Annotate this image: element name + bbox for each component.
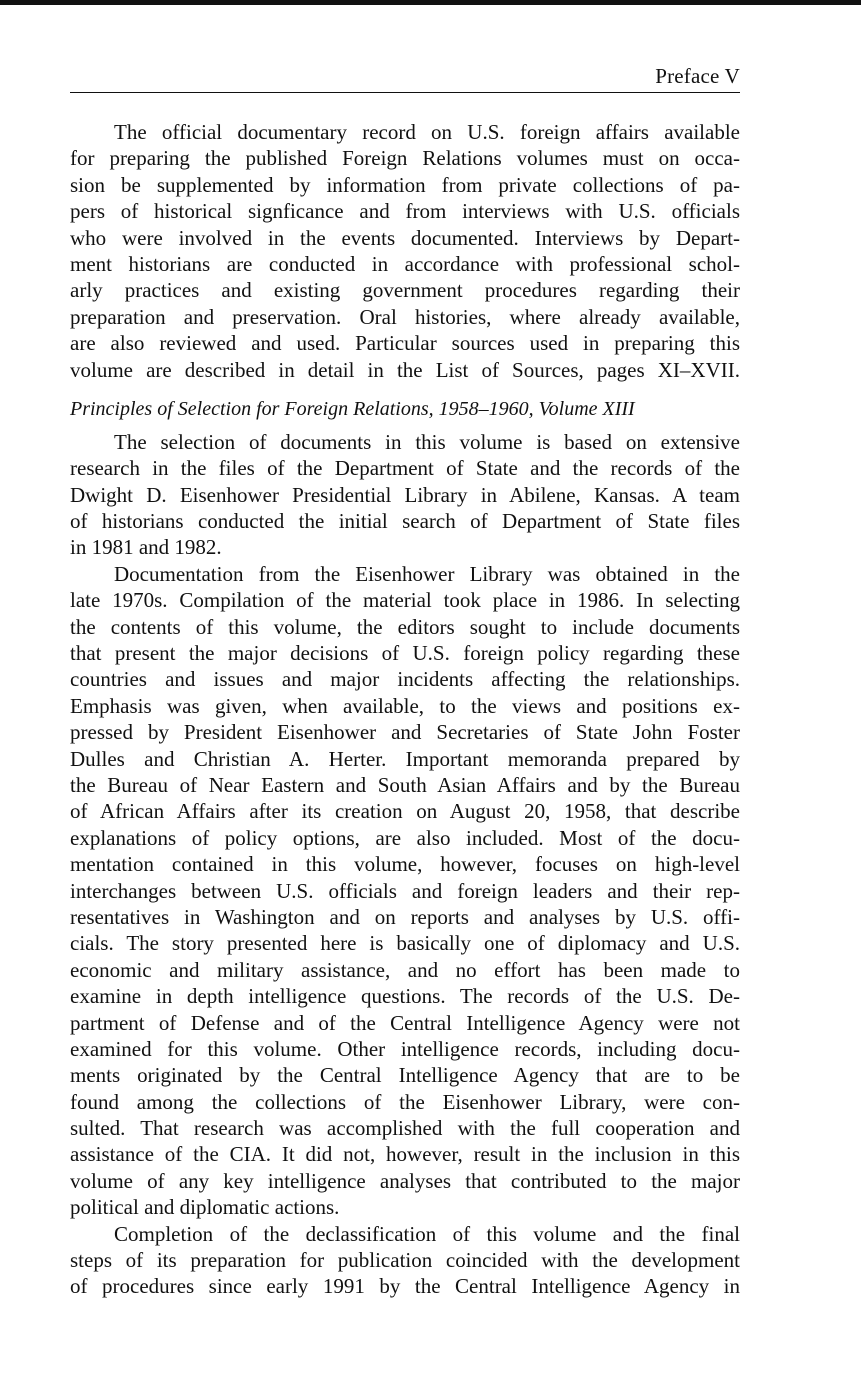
page-header [70,62,740,93]
text-line: volume are described in detail in the List of Sources, pages XI–XVII. [70,357,740,382]
text-line: who were involved in the events documented. Interviews by Depart- [70,225,740,250]
text-line: partment of Defense and of the Central Intelligence Agency were not [70,1010,740,1035]
text-line: of procedures since early 1991 by the Central Intelligence Agency in [70,1274,740,1299]
running-head: Preface V [655,64,740,88]
text-line: for preparing the published Foreign Relations volumes must on occa- [70,146,740,171]
text-line: arly practices and existing government procedures regarding their [70,278,740,303]
text-line: preparation and preservation. Oral histories, where already available, [70,304,740,329]
text-line: countries and issues and major incidents affecting the relationships. [70,667,740,692]
text-line: in 1981 and 1982. [70,535,222,560]
text-line: of African Affairs after its creation on August 20, 1958, that describe [70,799,740,824]
text-line: pressed by President Eisenhower and Secretaries of State John Foster [70,720,740,745]
text-line: research in the files of the Department of State and the records of the [70,456,740,481]
text-line: ment historians are conducted in accordance with professional schol- [70,251,740,276]
text-line: the Bureau of Near Eastern and South Asian Affairs and by the Bureau [70,772,740,797]
text-line: volume of any key intelligence analyses that contributed to the major [70,1168,740,1193]
text-line: steps of its preparation for publication coincided with the development [70,1248,740,1273]
text-line: Completion of the declassification of this volume and the final [114,1221,740,1246]
text-line: The selection of documents in this volume is based on extensive [114,429,740,454]
text-line: the contents of this volume, the editors sought to include documents [70,614,740,639]
text-line: that present the major decisions of U.S. foreign policy regarding these [70,641,740,666]
text-line: Dwight D. Eisenhower Presidential Library in Abilene, Kansas. A team [70,482,740,507]
text-line: explanations of policy options, are also included. Most of the docu- [70,825,740,850]
paragraph-selection [70,429,740,561]
text-line: ments originated by the Central Intelligence Agency that are to be [70,1063,740,1088]
section-heading: Principles of Selection for Foreign Relations, 1958–1960, Volume XIII [70,397,635,420]
paragraph-sources [70,119,740,383]
paragraph-documentation [70,561,740,1221]
text-line: economic and military assistance, and no effort has been made to [70,957,740,982]
text-line: sion be supplemented by information from private collections of pa- [70,172,740,197]
text-line: sulted. That research was accomplished with the full cooperation and [70,1116,740,1141]
text-line: late 1970s. Compilation of the material took place in 1986. In selecting [70,588,740,613]
text-line: political and diplomatic actions. [70,1195,340,1220]
text-line: resentatives in Washington and on reports and analyses by U.S. offi- [70,904,740,929]
text-line: pers of historical signficance and from interviews with U.S. officials [70,199,740,224]
text-line: Emphasis was given, when available, to the views and positions ex- [70,693,740,718]
text-line: are also reviewed and used. Particular sources used in preparing this [70,331,740,356]
text-line: assistance of the CIA. It did not, however, result in the inclusion in this [70,1142,740,1167]
text-line: examined for this volume. Other intelligence records, including docu- [70,1036,740,1061]
text-line: Dulles and Christian A. Herter. Important memoranda prepared by [70,746,740,771]
text-line: Documentation from the Eisenhower Library was obtained in the [114,561,740,586]
text-line: found among the collections of the Eisenhower Library, were con- [70,1089,740,1114]
text-line: interchanges between U.S. officials and foreign leaders and their rep- [70,878,740,903]
text-line: examine in depth intelligence questions. The records of the U.S. De- [70,984,740,1009]
top-edge-rule [0,0,861,5]
paragraph-declassification [70,1221,740,1300]
text-line: cials. The story presented here is basically one of diplomacy and U.S. [70,931,740,956]
text-line: The official documentary record on U.S. foreign affairs available [114,120,740,144]
text-line: of historians conducted the initial search of Department of State files [70,509,740,534]
text-line: mentation contained in this volume, however, focuses on high-level [70,852,740,877]
page-body [70,119,740,1300]
